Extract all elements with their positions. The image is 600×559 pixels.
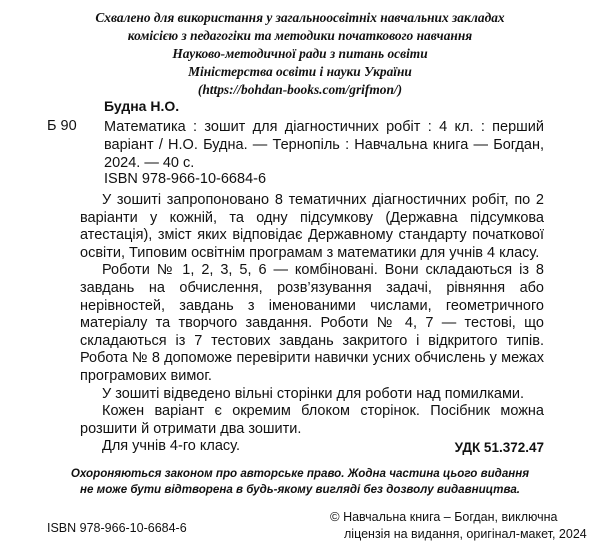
annotation [80,192,544,456]
copyright-notice [0,466,600,498]
isbn: ISBN 978-966-10-6684-6 [104,171,267,187]
approval-line: Схвалено для використання у загальноосвітніх навчальних закладах [95,10,505,25]
approval-line: Міністерства освіти і науки України [188,64,412,79]
annotation-paragraph: У зошиті запропоновано 8 тематичних діагностичних робіт, по 2 варіанти у кожній, та одну підсумкову (Державна підсумкова атестація), зміст яких відповідає Державному стандарту початкової освіти, Типовим освітнім програмам з математики для учнів 4 класу. [80,192,544,261]
publisher-line: Навчальна книга – Богдан, виключна [343,510,558,524]
publisher-line: ліцензія на видання, оригінал-макет, 2024 [344,527,587,541]
approval-statement [0,9,600,99]
bibliographic-description [104,118,544,172]
approval-line: Науково-методичної ради з питань освіти [172,46,428,61]
annotation-paragraph: Кожен варіант є окремим блоком сторінок. Посібник можна розшити й отримати два зошити. [80,403,544,437]
publisher-copyright [330,508,587,543]
author-name: Будна Н.О. [104,98,180,114]
copyright-icon: © [330,509,340,524]
copyright-line: не може бути відтворена в будь-якому вигляді без дозволу видавництва. [79,483,520,496]
approval-url: (https://bohdan-books.com/grifmon/) [197,82,403,97]
annotation-paragraph: Роботи № 1, 2, 3, 5, 6 — комбіновані. Вони складаються із 8 завдань на обчислення, розв’язування задачі, рівняння або нерівностей, завдань з іменованими числами, геометричного матеріалу та творчого завдання. Роботи № 4, 7 — тестові, що складаються із 7 тестових завдань закритого і відкритого типів. Робота № 8 допоможе перевірити навички усних обчислень у межах програмових вимог. [80,262,544,384]
copyright-line: Охороняються законом про авторське право. Жодна частина цього видання [70,467,530,480]
annotation-paragraph: Для учнів 4-го класу. [102,438,240,455]
approval-line: комісією з педагогіки та методики початкового навчання [127,28,473,43]
footer-isbn: ISBN 978-966-10-6684-6 [47,521,187,535]
biblio-line: Математика : зошит для діагностичних робіт : 4 кл. : перший [104,119,544,135]
catalog-code: Б 90 [47,118,77,134]
annotation-paragraph: У зошиті відведено вільні сторінки для роботи над помилками. [102,385,525,402]
udk-code: УДК 51.372.47 [454,440,544,455]
biblio-line: варіант / Н.О. Будна. — Тернопіль : Навчальна книга — Богдан, 2024. — 40 с. [104,137,544,171]
